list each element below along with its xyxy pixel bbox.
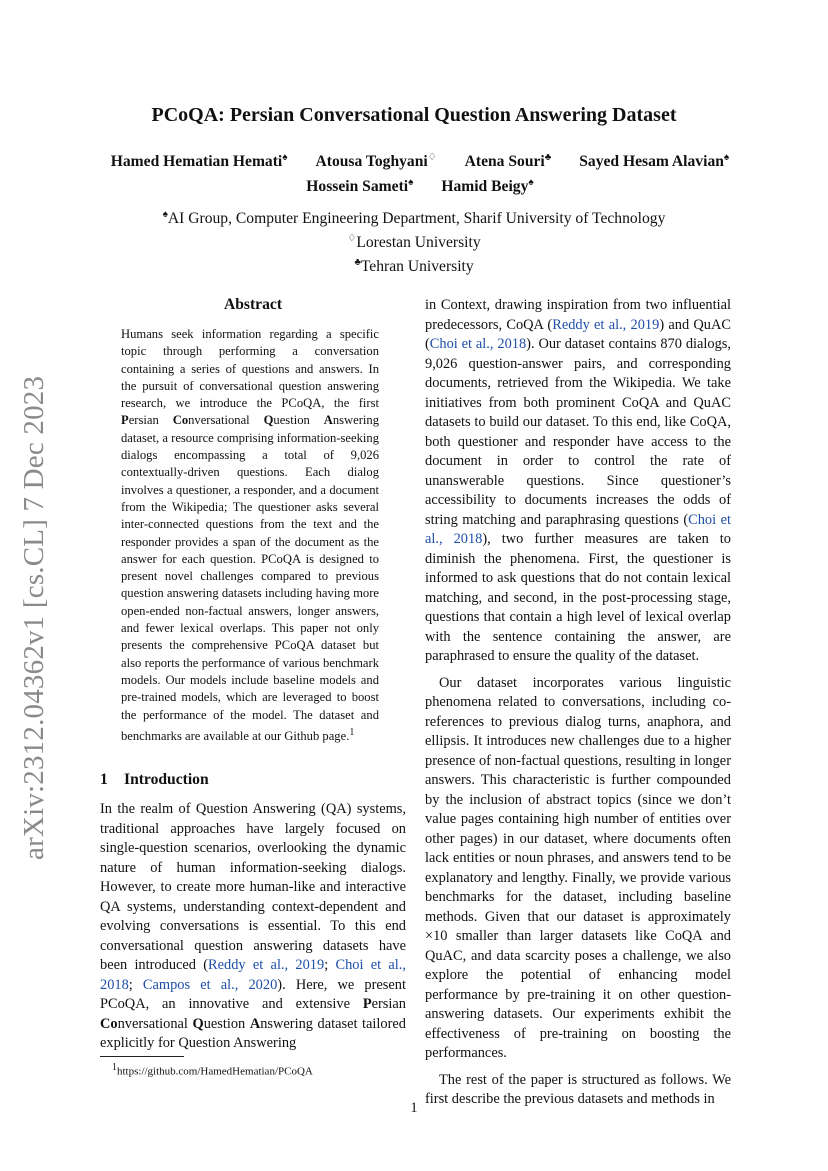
author: Atena Souri♣ [464,152,552,171]
citation-link[interactable]: Choi et al., 2018 [429,336,527,352]
affiliation-mark: ♠ [282,152,288,163]
abstract-heading: Abstract [223,296,283,313]
arxiv-identifier: arXiv:2312.04362v1 [cs.CL] 7 Dec 2023 [18,375,50,860]
affiliation-mark: ♣ [544,152,552,163]
right-column [425,296,731,1110]
affiliation-mark: ♠ [408,177,414,189]
footnote-mark[interactable]: 1 [349,726,355,738]
times-ten: ×10 [425,928,448,944]
github-link[interactable]: https://github.com/HamedHematian/PCoQA [117,1065,313,1078]
citation-link[interactable]: Reddy et al., 2019 [552,316,660,333]
intro-paragraph: In the realm of Question Answering (QA) systems, traditional approaches have largely focused on single-question scenarios, overlooking the dynamic nature of human information-seeking dialogs. However, to create more human-like and interactive QA systems, understanding context-dependent and evolving conversations is essential. To this end conversational question answering datasets have been introduced (Reddy et al., 2019; Choi et al., 2018; Campos et al., 2020). Here, we present PCoQA, an innovative and extensive Persian Conversational Question Answering dataset tailored explicitly for Question Answering [100,801,406,1052]
section-heading-introduction: 1 Introduction [100,771,209,789]
author: Hossein Sameti♠ [306,177,414,196]
author: Atousa Toghyani♢ [315,152,437,171]
citation-link[interactable]: Choi et al., 2018 [425,511,731,547]
affiliation-mark: ♠ [528,177,534,189]
body-paragraph: The rest of the paper is structured as follows. We first describe the previous datasets and methods in [425,1071,731,1107]
affiliation-mark: ♠ [723,152,730,163]
body-paragraph: Our dataset incorporates various linguistic phenomena related to conversations, including co-references to previous dialog turns, anaphora, and ellipsis. It introduces new challenges due to a higher presence of non-factual questions, resulting in longer answers. This characteristic is further compounded by the inclusion of abstract topics (since we don’t value pages containing high number of entities over other pages) in our dataset, where documents often lack entities or noun phrases, and answers tend to be explanatory and lengthy. Finally, we provide various benchmarks for the dataset, including baseline methods. Given that our dataset is approximately ×10 smaller than larger datasets like CoQA and QuAC, and data scarcity poses a challenge, we also explore the potential of enhancing model performance by pre-training it on other question-answering datasets. Our experiments exhibit the effectiveness of pre-training on boosting the performances. [425,674,731,1061]
author-list [60,147,780,197]
paper-title: PCoQA: Persian Conversational Question Answering Dataset [151,104,677,126]
citation-link[interactable]: Campos et al., 2020 [142,976,278,993]
affiliation-list [0,205,828,278]
body-paragraph: in Context, drawing inspiration from two influential predecessors, CoQA (Reddy et al., 2019) and QuAC (Choi et al., 2018). Our dataset contains 870 dialogs, 9,026 question-answer pairs, and corresponding documents, retrieved from the Wikipedia. We take initiatives from both prominent CoQA and QuAC datasets to build our dataset. To this end, like CoQA, both questioner and responder have access to the document in order to control the rate of unanswerable questions. Since questioner’s accessibility to documents increases the odds of string matching and paraphrasing questions (Choi et al., 2018), two further measures are taken to diminish the phenomena. First, the questioner is informed to ask questions that do not contain lexical matching, and second, in the post-processing stage, questions that contain a high level of lexical overlap with the sentence containing the answer, are paraphrased to ensure the quality of the dataset. [425,297,731,664]
affiliation: ♢Lorestan University [347,233,481,252]
affiliation-mark: ♢ [427,152,437,163]
affiliation: ♣Tehran University [354,257,474,276]
citation-link[interactable]: Reddy et al., 2019 [208,957,325,974]
author: Hamed Hematian Hemati♠ [110,152,288,171]
page-number: 1 [410,1100,418,1116]
author: Hamid Beigy♠ [441,177,534,196]
footnote: $^1$https://github.com/HamedHematian/PCoQA [112,1062,313,1078]
left-column [100,296,406,1054]
affiliation: ♠AI Group, Computer Engineering Department, Sharif University of Technology [162,209,666,228]
footnote-rule [100,1056,184,1057]
citation-link[interactable]: Choi et al., 2018 [100,957,406,993]
abstract-text: Humans seek information regarding a specific topic through performing a conversation containing a series of questions and answers. In the pursuit of conversational question answering research, we introduce the PCoQA, the first Persian Conversational Question Answering dataset, a resource comprising information-seeking dialogs encompassing a total of 9,026 contextually-driven questions. Each dialog involves a questioner, a responder, and a document from the Wikipedia; The questioner asks several inter-connected questions from the text and the responder provides a span of the document as the answer for each question. PCoQA is designed to present novel challenges compared to previous question answering datasets including having more open-ended non-factual answers, longer answers, and fewer lexical overlaps. This paper not only presents the comprehensive PCoQA dataset but also reports the performance of various benchmark models. Our models include baseline models and pre-trained models, which are leveraged to boost the performance of the model. The dataset and benchmarks are available at our Github page.$^1$ [121,327,380,744]
author: Sayed Hesam Alavian♠ [579,152,730,171]
